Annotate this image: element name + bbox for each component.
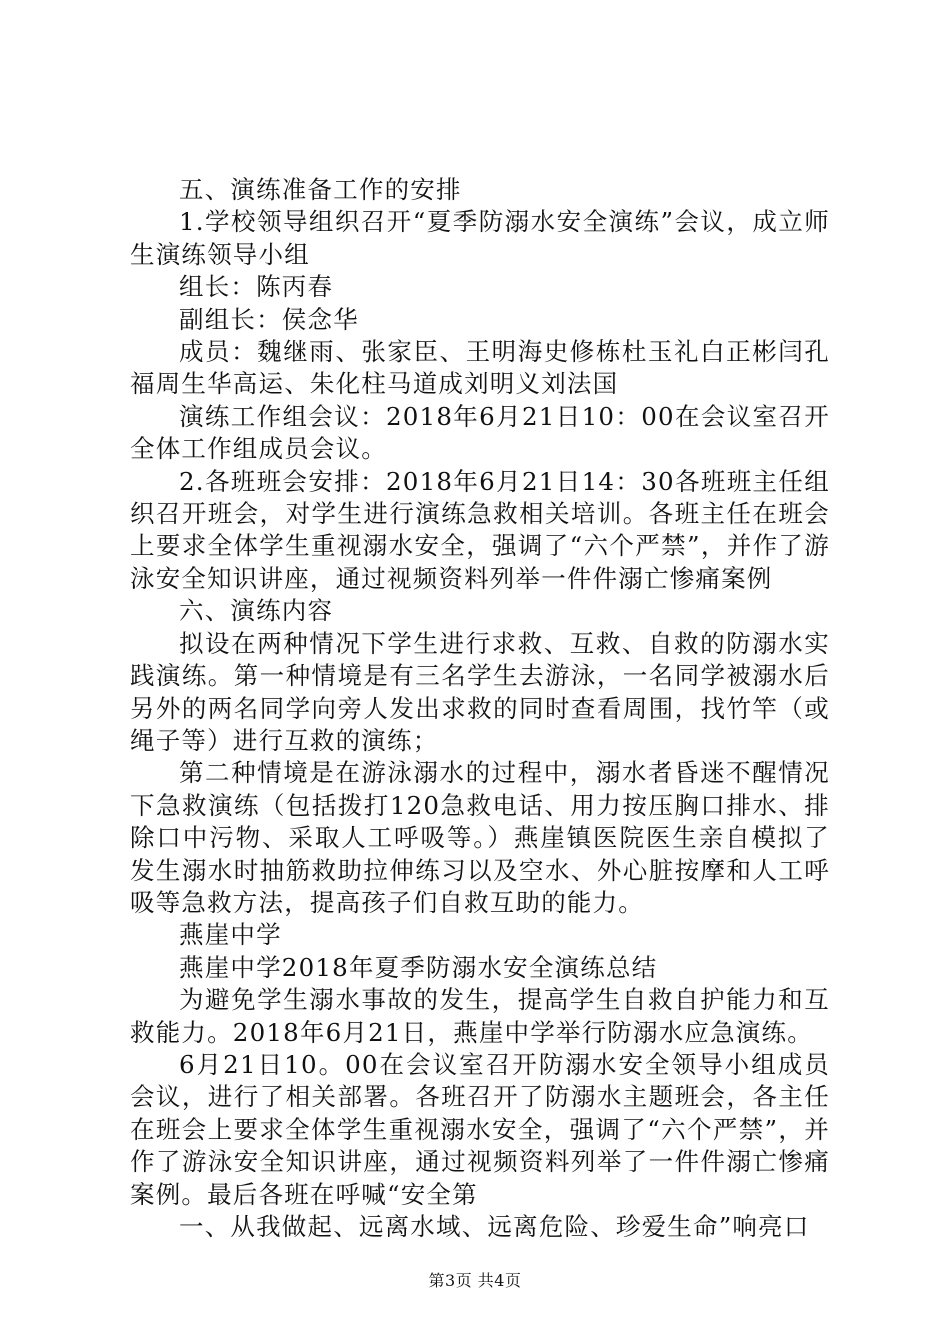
- paragraph-scenario-one: 拟设在两种情况下学生进行求救、互救、自救的防溺水实践演练。第一种情境是有三名学生去游泳，一名同学被溺水后另外的两名同学向旁人发出求救的同时查看周围，找竹竿（或绳子等）进行互救的演练；: [130, 628, 830, 755]
- paragraph-summary-slogan: 一、从我做起、远离水域、远离危险、珍爱生命”响亮口: [179, 1212, 810, 1241]
- section-heading-drill-preparation: 五、演练准备工作的安排: [179, 175, 462, 204]
- paragraph-group-leader: 组长：陈丙春: [179, 272, 334, 302]
- paragraph-school-name: 燕崖中学: [179, 920, 282, 950]
- document-body: [130, 174, 830, 1243]
- paragraph-summary-intro: 为避免学生溺水事故的发生，提高学生自救自护能力和互救能力。2018年6月21日，燕崖中学举行防溺水应急演练。: [130, 985, 830, 1047]
- page-number-footer: 第3页 共4页: [428, 1271, 522, 1290]
- paragraph-class-meetings: 2.各班班会安排：2018年6月21日14：30各班班主任组织召开班会，对学生进行演练急救相关培训。各班主任在班会上要求全体学生重视溺水安全，强调了“六个严禁”，并作了游泳安全知识讲座，通过视频资料列举一件件溺亡惨痛案例: [130, 466, 830, 593]
- section-heading-drill-content: 六、演练内容: [179, 596, 334, 626]
- paragraph-working-group-meeting: 演练工作组会议：2018年6月21日10：00在会议室召开全体工作组成员会议。: [130, 401, 830, 464]
- paragraph-scenario-two: 第二种情境是在游泳溺水的过程中，溺水者昏迷不醒情况下急救演练（包括拨打120急救电话、用力按压胸口排水、排除口中污物、采取人工呼吸等。）燕崖镇医院医生亲自模拟了发生溺水时抽筋救助拉伸练习以及空水、外心脏按摩和人工呼吸等急救方法，提高孩子们自救互助的能力。: [130, 758, 830, 917]
- paragraph-members: 成员：魏继雨、张家臣、王明海史修栋杜玉礼白正彬闫孔福周生华高运、朱化柱马道成刘明义刘法国: [130, 337, 830, 399]
- paragraph-summary-title: 燕崖中学2018年夏季防溺水安全演练总结: [179, 952, 658, 982]
- paragraph-leadership-meeting: 1.学校领导组织召开“夏季防溺水安全演练”会议，成立师生演练领导小组: [130, 207, 830, 269]
- paragraph-deputy-leader: 副组长：侯念华: [179, 304, 359, 334]
- paragraph-summary-meeting: 6月21日10。00在会议室召开防溺水安全领导小组成员会议，进行了相关部署。各班召开了防溺水主题班会，各主任在班会上要求全体学生重视溺水安全，强调了“六个严禁”，并作了游泳安全知识讲座，通过视频资料列举了一件件溺亡惨痛案例。最后各班在呼喊“安全第: [130, 1049, 830, 1209]
